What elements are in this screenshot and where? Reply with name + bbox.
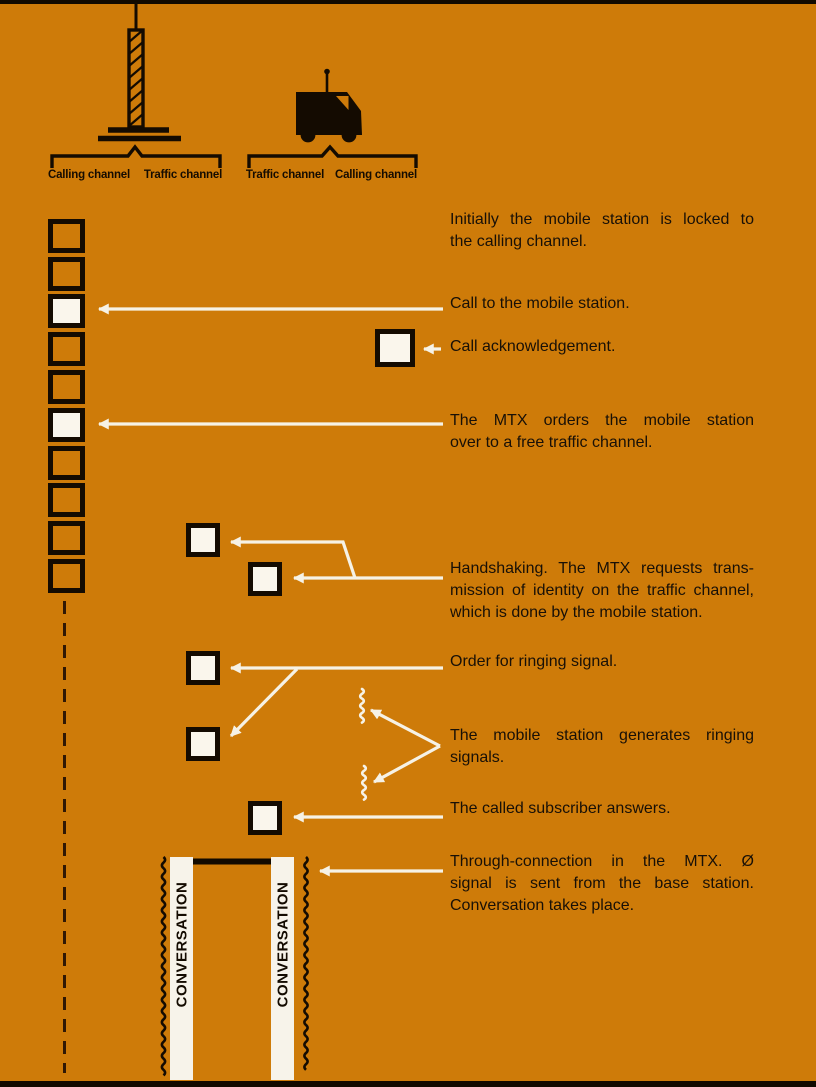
base-station-bracket	[52, 147, 220, 168]
conversation-label-right: CONVERSATION	[274, 881, 292, 1007]
step-line: signal is sent from the base station.	[450, 875, 754, 892]
step-line: Call to the mobile station.	[450, 295, 630, 312]
channel-frame-square	[48, 370, 85, 404]
call-signal-square	[48, 294, 85, 328]
handshake-square-1	[186, 523, 220, 557]
arrow-ringing-signal-lower	[374, 746, 440, 782]
speech-zigzag-left	[162, 857, 165, 1075]
step-text-6	[450, 651, 754, 673]
step-line: mission of identity on the traffic channel,	[450, 582, 754, 599]
channel-frame-square	[48, 559, 85, 593]
dashed-timeline	[63, 601, 66, 1073]
channel-label-traffic-base: Traffic channel	[143, 169, 223, 181]
channel-frame-square	[48, 257, 85, 291]
step-text-9	[450, 851, 754, 917]
step-line: The MTX orders the mobile station	[450, 412, 754, 429]
channel-frame-square	[48, 446, 85, 480]
arrow-ringing-order-branch	[231, 669, 297, 736]
ringing-squiggle-upper	[360, 689, 364, 723]
channel-label-calling-mobile: Calling channel	[335, 169, 417, 181]
channel-frame-square	[48, 483, 85, 517]
step-line: The called subscriber answers.	[450, 800, 671, 817]
step-text-1	[450, 209, 754, 253]
step-text-7	[450, 725, 754, 769]
channel-frame-square	[48, 521, 85, 555]
radio-truck-icon	[296, 69, 362, 143]
ack-signal-square	[375, 329, 415, 367]
channel-label-traffic-mobile: Traffic channel	[245, 169, 325, 181]
arrow-ringing-signal-upper	[371, 710, 440, 746]
step-line: the calling channel.	[450, 233, 587, 250]
ringing-squiggle-lower	[362, 766, 366, 800]
ringing-order-square	[186, 651, 220, 685]
conversation-label-left: CONVERSATION	[173, 881, 191, 1007]
step-line: over to a free traffic channel.	[450, 434, 653, 451]
step-line: Handshaking. The MTX requests trans-	[450, 560, 754, 577]
order-signal-square	[48, 408, 85, 442]
step-line: Through-connection in the MTX. Ø	[450, 853, 754, 870]
handshake-square-2	[248, 562, 282, 596]
step-line: Conversation takes place.	[450, 897, 635, 914]
step-line: signals.	[450, 749, 505, 766]
step-line: Call acknowledgement.	[450, 338, 616, 355]
step-text-5	[450, 558, 754, 624]
step-text-3	[450, 336, 754, 358]
channel-frame-square	[48, 332, 85, 366]
antenna-mast-icon	[98, 2, 181, 139]
mobile-station-bracket	[249, 147, 416, 168]
step-text-4	[450, 410, 754, 454]
step-line: which is done by the mobile station.	[450, 604, 703, 621]
step-text-2	[450, 293, 754, 315]
answer-square	[248, 801, 282, 835]
channel-label-calling-base: Calling channel	[48, 169, 130, 181]
channel-frame-square	[48, 219, 85, 253]
step-line: Initially the mobile station is locked to	[450, 211, 754, 228]
step-line: The mobile station generates ringing	[450, 727, 754, 744]
ringing-generate-square	[186, 727, 220, 761]
speech-zigzag-right	[304, 857, 307, 1070]
step-line: Order for ringing signal.	[450, 653, 618, 670]
step-text-8	[450, 798, 754, 820]
